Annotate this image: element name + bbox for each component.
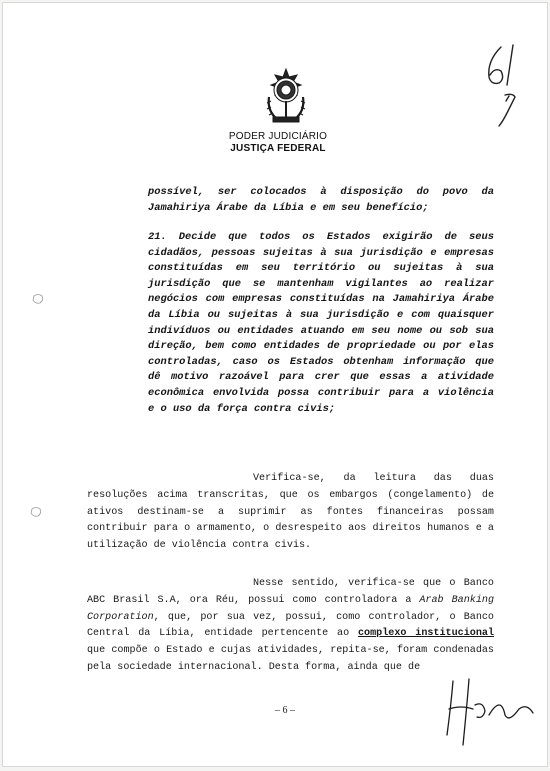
quote-line: direção, bem como entidades de propriedade ou por elas: [148, 340, 494, 353]
quote-line: cidadãos, pessoas sujeitas à sua jurisdição e empresas: [148, 246, 494, 259]
quote-line: indivíduos ou entidades atuando em seu nome ou sob sua: [148, 324, 494, 337]
coat-of-arms-icon: [263, 67, 309, 127]
quote-line: Jamahiriya Árabe da Líbia e em seu benefício;: [148, 201, 429, 214]
quoted-text-intro: [148, 185, 494, 216]
paragraph-text-segment: Nesse sentido, verifica-se que o Banco ABC Brasil S.A, ora Réu, possui como controladora a: [87, 578, 494, 606]
paragraph-text-segment: , que, por sua vez, possui, como controlador, o Banco Central da Líbia, entidade pertencente ao: [87, 611, 494, 640]
paragraph-text: [87, 576, 494, 677]
quote-line: econômica envolvida possa contribuir para a violência: [148, 386, 494, 399]
quote-line: constituídas em seu território ou sujeitas à sua: [148, 262, 494, 275]
quote-line: e o uso da força contra civis;: [148, 402, 336, 415]
emphasized-term: complexo institucional: [357, 628, 495, 640]
document-page: [2, 2, 548, 767]
punch-hole-mark: [31, 293, 45, 305]
quote-line: negócios com empresas constituídas na Jamahiriya Árabe: [148, 293, 494, 306]
punch-hole-mark: [29, 506, 43, 518]
handwritten-folio-number: [473, 43, 533, 128]
handwritten-signature: [439, 675, 539, 747]
quote-line: da Líbia ou sujeitas à sua jurisdição e com quaisquer: [148, 308, 494, 321]
quote-line: jurisdição que se mantenham vigilantes ao realizar: [148, 277, 494, 290]
page-number: – 6 –: [275, 705, 295, 716]
quote-line: possível, ser colocados à disposição do povo da: [148, 186, 494, 198]
quoted-item-21: [148, 230, 494, 417]
paragraph-text: Verifica-se, da leitura das duas resoluções acima transcritas, que os embargos (congelamento) de ativos destinam-se a suprimir as fontes financeiras possam contribuir para o armamento, o desrespeito aos direitos humanos e a utilização de violência contra civis.: [87, 473, 494, 552]
court-name-line2: JUSTIÇA FEDERAL: [230, 143, 326, 154]
company-name-italic: Arab Banking Corporation: [87, 594, 494, 623]
paragraph-text-segment: que compõe o Estado e cujas atividades, repita-se, foram condenadas pela sociedade internacional. Desta forma, ainda que de: [87, 645, 494, 673]
body-paragraph-1: [87, 471, 494, 555]
quote-line: 21. Decide que todos os Estados exigirão de seus: [148, 231, 494, 243]
court-name-line1: PODER JUDICIÁRIO: [228, 131, 328, 142]
quote-line: controladas, caso os Estados obtenham informação que: [148, 355, 494, 368]
body-paragraph-2: [87, 576, 494, 677]
quote-line: dê motivo razoável para crer que essas a atividade: [148, 371, 494, 384]
